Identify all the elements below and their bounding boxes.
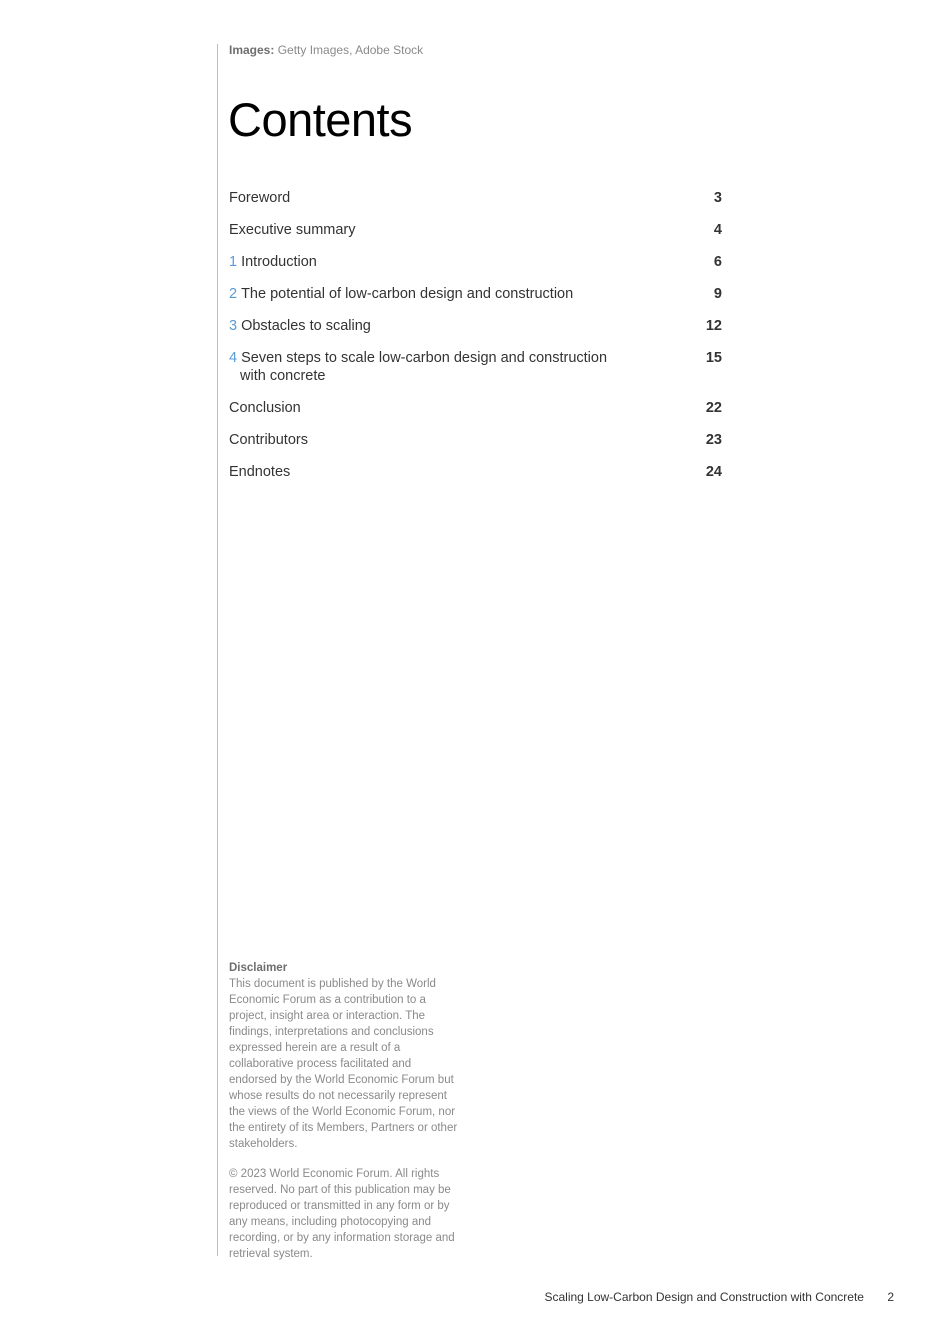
toc-item-label: Contributors [229, 432, 308, 448]
footer-title: Scaling Low-Carbon Design and Construction with Concrete [544, 1290, 864, 1304]
toc-item-label: 3 Obstacles to scaling [229, 318, 371, 334]
toc-item-page: 12 [705, 318, 722, 334]
disclaimer-body: This document is published by the World Economic Forum as a contribution to a project, insight area or interaction. The findings, interpretations and conclusions expressed herein are a result of a collaborative process facilitated and endorsed by the World Economic Forum but whose results do not necessarily represent the views of the World Economic Forum, nor the entirety of its Members, Partners or other stakeholders. [229, 978, 458, 1150]
image-credits [229, 43, 423, 57]
toc-item-number: 2 [229, 286, 238, 302]
toc-item-label: 2 The potential of low-carbon design and construction [229, 286, 574, 302]
toc-item-label-continued: with concrete [240, 368, 326, 384]
toc-item-page: 3 [713, 190, 722, 206]
toc-item-label: Executive summary [229, 222, 356, 238]
disclaimer [229, 960, 459, 1262]
toc-item-label: Endnotes [229, 464, 291, 480]
toc-item-conclusion[interactable] [229, 399, 722, 417]
disclaimer-heading: Disclaimer [229, 962, 288, 974]
toc-item-contributors[interactable] [229, 431, 722, 449]
toc-item-page: 4 [713, 222, 722, 238]
toc-item-page: 23 [705, 432, 722, 448]
toc-item-label: 1 Introduction [229, 254, 317, 270]
toc-item-seven-steps[interactable] [229, 349, 722, 385]
toc-item-introduction[interactable] [229, 253, 722, 271]
margin-rule [217, 44, 218, 1256]
toc-item-label: 4 Seven steps to scale low-carbon design and construction with concrete [229, 350, 608, 384]
page-footer [544, 1290, 894, 1304]
toc-item-endnotes[interactable] [229, 463, 722, 481]
copyright-notice: © 2023 World Economic Forum. All rights reserved. No part of this publication may be reproduced or transmitted in any form or by any means, including photocopying and recording, or by any information storage and retrieval system. [229, 1168, 455, 1260]
toc-item-page: 6 [713, 254, 722, 270]
toc-item-foreword[interactable] [229, 189, 722, 207]
toc-item-number: 1 [229, 254, 238, 270]
toc-item-number: 3 [229, 318, 238, 334]
toc-item-label: Conclusion [229, 400, 301, 416]
image-credits-label: Images: [229, 43, 275, 57]
footer-page-number: 2 [887, 1290, 894, 1304]
image-credits-text: Getty Images, Adobe Stock [277, 43, 424, 57]
table-of-contents [229, 189, 722, 495]
toc-item-page: 9 [713, 286, 722, 302]
toc-item-number: 4 [229, 350, 238, 366]
page-title: Contents [228, 93, 413, 146]
toc-item-potential[interactable] [229, 285, 722, 303]
toc-item-page: 24 [705, 464, 722, 480]
toc-item-executive-summary[interactable] [229, 221, 722, 239]
toc-item-page: 22 [705, 400, 722, 416]
toc-item-page: 15 [705, 350, 722, 366]
disclaimer-spacer [229, 1152, 459, 1166]
toc-item-label: Foreword [229, 190, 291, 206]
toc-item-obstacles[interactable] [229, 317, 722, 335]
